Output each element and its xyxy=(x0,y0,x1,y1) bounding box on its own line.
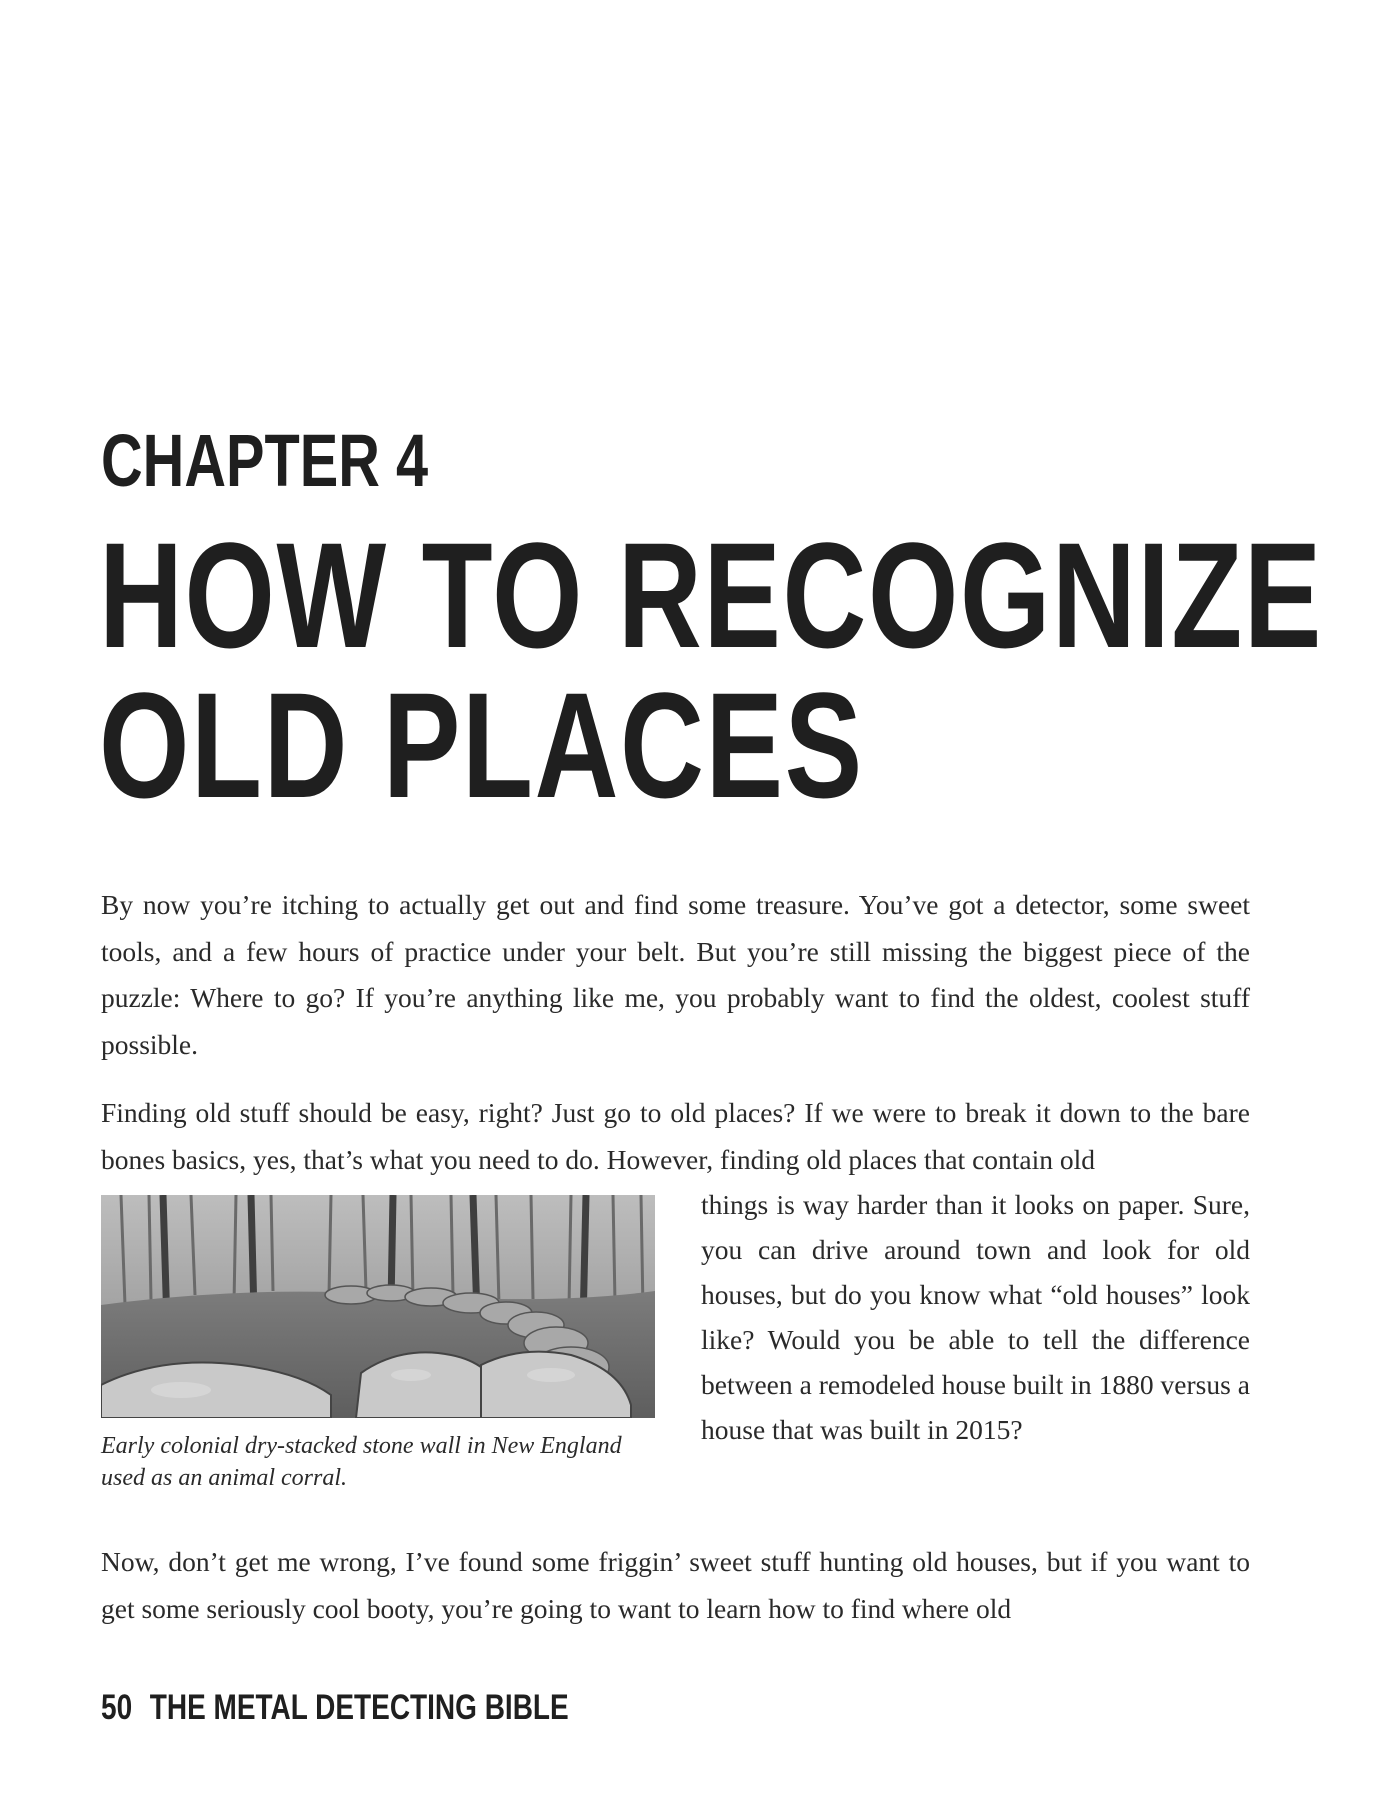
body-paragraph-3: Now, don’t get me wrong, I’ve found some friggin’ sweet stuff hunting old houses, but if you want to get some seriously cool booty, you’re going to want to learn how to find where old xyxy=(101,1546,1250,1624)
chapter-title xyxy=(99,511,1323,829)
book-title: THE METAL DETECTING BIBLE xyxy=(149,1688,569,1727)
body-paragraph-2: Finding old stuff should be easy, right? Just go to old places? If we were to break it down to the bare bones basics, yes, that’s what you need to do. However, finding old places that contain old xyxy=(101,1097,1250,1175)
page-footer xyxy=(101,1688,569,1728)
figure-caption: Early colonial dry-stacked stone wall in New England used as an animal corral. xyxy=(101,1433,622,1491)
page-number: 50 xyxy=(101,1688,133,1727)
stone-wall-photo xyxy=(101,1195,655,1418)
chapter-title-line-1: HOW TO RECOGNIZE xyxy=(99,511,1323,679)
chapter-label: CHAPTER 4 xyxy=(101,419,429,502)
chapter-title-line-2: OLD PLACES xyxy=(99,661,864,829)
body-paragraph-2-wrap: things is way harder than it looks on paper. Sure, you can drive around town and look for old houses, but do you know what “old houses” look like? Would you be able to tell the difference between a remodeled house built in 1880 versus a house that was built in 2015? xyxy=(701,1189,1250,1445)
body-paragraph-1: By now you’re itching to actually get out and find some treasure. You’ve got a detector, some sweet tools, and a few hours of practice under your belt. But you’re still missing the biggest piece of the puzzle: Where to go? If you’re anything like me, you probably want to find the oldest, coolest stuff possible. xyxy=(101,889,1250,1060)
